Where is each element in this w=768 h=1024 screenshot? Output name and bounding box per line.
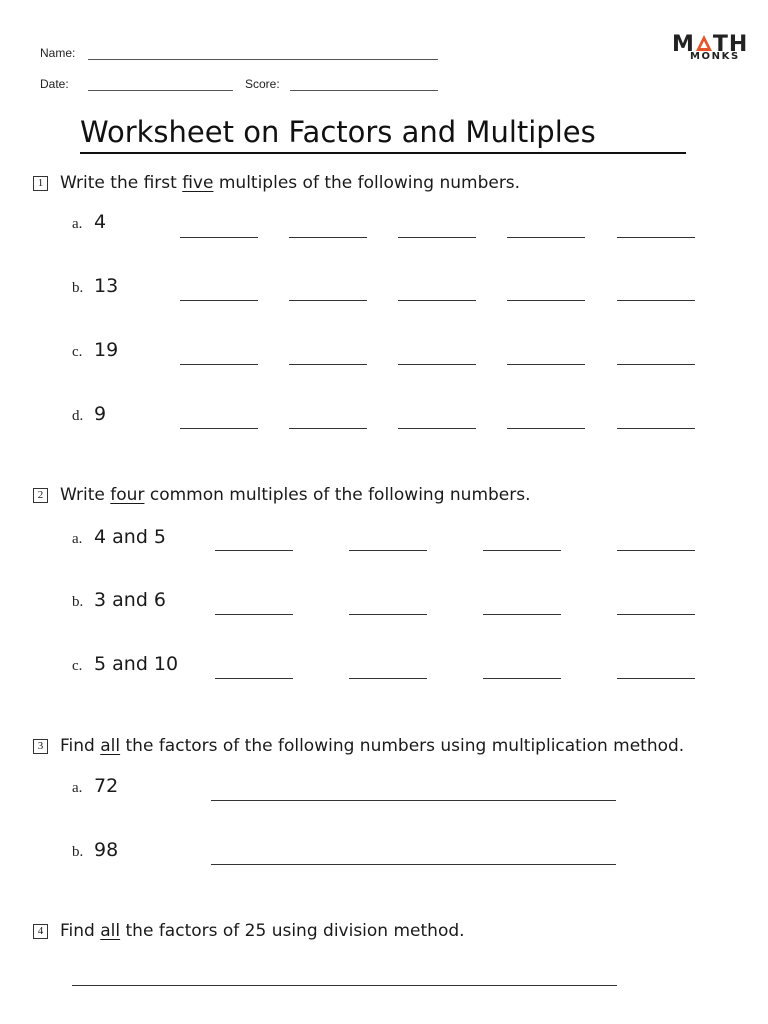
name-field-line[interactable]	[88, 59, 438, 60]
score-label: Score:	[245, 77, 280, 91]
answer-blank[interactable]	[507, 428, 585, 429]
question-text	[60, 736, 684, 756]
logo-math-right: TH	[712, 32, 749, 57]
item-letter: c.	[72, 658, 83, 674]
answer-blank[interactable]	[349, 614, 427, 615]
item-value: 98	[94, 839, 119, 861]
item-letter: a.	[72, 780, 83, 796]
question-text	[60, 921, 465, 941]
answer-blank[interactable]	[617, 614, 695, 615]
answer-line[interactable]	[211, 864, 616, 865]
answer-blank[interactable]	[483, 678, 561, 679]
question-text-before: Write	[60, 485, 111, 505]
answer-blank[interactable]	[180, 300, 258, 301]
title-part-3: Multiples	[456, 115, 596, 149]
answer-blank[interactable]	[349, 550, 427, 551]
answer-blank[interactable]	[617, 300, 695, 301]
answer-blank[interactable]	[507, 300, 585, 301]
answer-blank[interactable]	[289, 237, 367, 238]
page-title	[80, 115, 596, 149]
logo-math-left: M	[672, 32, 695, 57]
item-value: 13	[94, 275, 119, 297]
item-value: 19	[94, 339, 119, 361]
item-letter: b.	[72, 594, 84, 610]
item-value: 4 and 5	[94, 526, 167, 548]
answer-blank[interactable]	[398, 300, 476, 301]
item-letter: d.	[72, 408, 84, 424]
item-value: 5 and 10	[94, 653, 179, 675]
question-text	[60, 485, 531, 505]
answer-blank[interactable]	[483, 550, 561, 551]
question-number-box: 3	[33, 739, 48, 754]
item-letter: a.	[72, 216, 83, 232]
question-text-before: Write the first	[60, 173, 183, 193]
answer-blank[interactable]	[507, 237, 585, 238]
question-text-after: multiples of the following numbers.	[213, 173, 521, 193]
answer-blank[interactable]	[398, 428, 476, 429]
answer-blank[interactable]	[215, 678, 293, 679]
answer-blank[interactable]	[180, 428, 258, 429]
answer-blank[interactable]	[507, 364, 585, 365]
answer-blank[interactable]	[617, 364, 695, 365]
date-label: Date:	[40, 77, 69, 91]
question-number-box: 4	[33, 924, 48, 939]
answer-blank[interactable]	[398, 237, 476, 238]
item-letter: b.	[72, 280, 84, 296]
question-text-before: Find	[60, 736, 101, 756]
item-value: 72	[94, 775, 119, 797]
answer-blank[interactable]	[483, 614, 561, 615]
question-emphasis: all	[100, 921, 121, 941]
triangle-a-icon	[695, 34, 713, 52]
item-value: 4	[94, 211, 107, 233]
answer-blank[interactable]	[617, 550, 695, 551]
title-part-2: and	[401, 115, 457, 149]
answer-blank[interactable]	[289, 364, 367, 365]
answer-blank[interactable]	[349, 678, 427, 679]
item-value: 3 and 6	[94, 589, 167, 611]
item-value: 9	[94, 403, 107, 425]
question-number-box: 1	[33, 176, 48, 191]
answer-blank[interactable]	[180, 364, 258, 365]
answer-blank[interactable]	[617, 428, 695, 429]
title-underline	[80, 152, 686, 154]
question-text-after: the factors of 25 using division method.	[120, 921, 465, 941]
logo-monks-text: MONKS	[690, 51, 740, 62]
answer-line[interactable]	[72, 985, 617, 986]
question-text-after: common multiples of the following numbers.	[144, 485, 531, 505]
answer-blank[interactable]	[398, 364, 476, 365]
question-text	[60, 173, 520, 193]
item-letter: a.	[72, 531, 83, 547]
item-letter: c.	[72, 344, 83, 360]
answer-blank[interactable]	[617, 237, 695, 238]
answer-blank[interactable]	[215, 550, 293, 551]
question-emphasis: all	[100, 736, 121, 756]
date-field-line[interactable]	[88, 90, 233, 91]
question-text-after: the factors of the following numbers using multiplication method.	[120, 736, 685, 756]
answer-blank[interactable]	[289, 428, 367, 429]
answer-blank[interactable]	[617, 678, 695, 679]
answer-blank[interactable]	[289, 300, 367, 301]
answer-blank[interactable]	[215, 614, 293, 615]
question-emphasis: five	[182, 173, 214, 193]
question-number-box: 2	[33, 488, 48, 503]
name-label: Name:	[40, 46, 76, 60]
answer-blank[interactable]	[180, 237, 258, 238]
question-emphasis: four	[110, 485, 145, 505]
item-letter: b.	[72, 844, 84, 860]
question-text-before: Find	[60, 921, 101, 941]
answer-line[interactable]	[211, 800, 616, 801]
title-part-1: Worksheet on Factors	[80, 115, 402, 149]
score-field-line[interactable]	[290, 90, 438, 91]
